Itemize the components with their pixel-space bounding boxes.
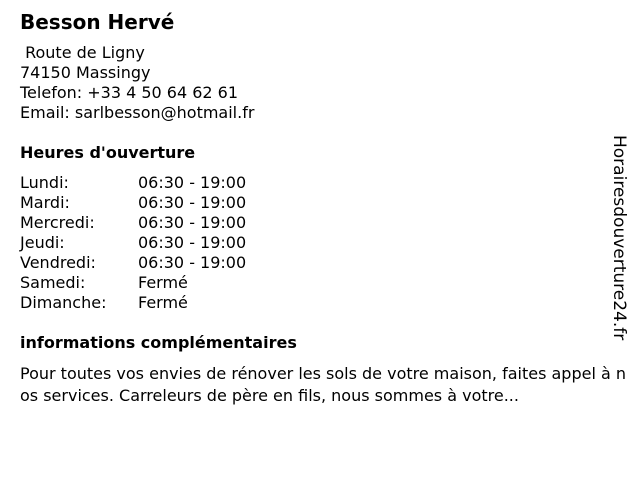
hours-row-friday <box>20 253 632 273</box>
site-watermark: Horairesdouverture24.fr <box>609 135 629 341</box>
day-hours: 06:30 - 19:00 <box>138 173 247 192</box>
day-hours: 06:30 - 19:00 <box>138 253 247 272</box>
day-label: Vendredi: <box>20 253 96 272</box>
hours-row-saturday <box>20 273 632 293</box>
day-label: Lundi: <box>20 173 69 192</box>
business-description: Pour toutes vos envies de rénover les sols de votre maison, faites appel à nos services. Carreleurs de père en fils, nous sommes à votre... <box>20 364 627 405</box>
city-address: 74150 Massingy <box>20 63 151 82</box>
hours-row-wednesday <box>20 213 632 233</box>
hours-heading: Heures d'ouverture <box>20 143 196 162</box>
info-heading: informations complémentaires <box>20 333 297 352</box>
hours-row-sunday <box>20 293 632 313</box>
hours-table <box>20 173 632 313</box>
business-card <box>20 10 632 407</box>
day-label: Samedi: <box>20 273 86 292</box>
day-hours: Fermé <box>138 273 188 292</box>
hours-row-tuesday <box>20 193 632 213</box>
day-label: Mercredi: <box>20 213 95 232</box>
day-hours: 06:30 - 19:00 <box>138 213 247 232</box>
day-label: Jeudi: <box>20 233 65 252</box>
street-address: Route de Ligny <box>20 43 145 62</box>
day-hours: 06:30 - 19:00 <box>138 193 247 212</box>
hours-row-monday <box>20 173 632 193</box>
hours-row-thursday <box>20 233 632 253</box>
day-label: Dimanche: <box>20 293 107 312</box>
day-label: Mardi: <box>20 193 70 212</box>
email-address: Email: sarlbesson@hotmail.fr <box>20 103 255 122</box>
phone-number: Telefon: +33 4 50 64 62 61 <box>20 83 239 102</box>
business-name: Besson Hervé <box>20 10 175 34</box>
day-hours: Fermé <box>138 293 188 312</box>
day-hours: 06:30 - 19:00 <box>138 233 247 252</box>
contact-block <box>20 43 632 123</box>
